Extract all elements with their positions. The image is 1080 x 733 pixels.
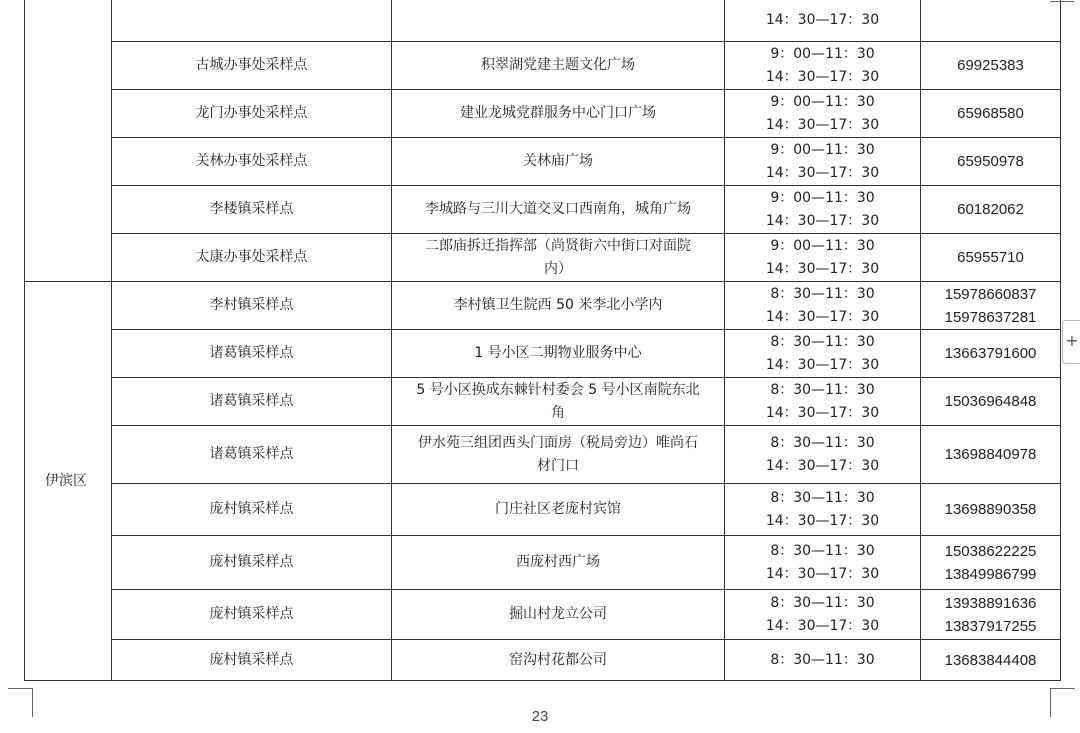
table-row — [25, 426, 1061, 484]
table-row — [25, 234, 1061, 282]
time-cell: 8：30—11：30 14：30—17：30 — [725, 330, 921, 378]
point-cell: 庞村镇采样点 — [112, 590, 392, 640]
address-cell: 关林庙广场 — [392, 138, 725, 186]
point-cell: 李楼镇采样点 — [112, 186, 392, 234]
address-cell: 窑沟村花都公司 — [392, 640, 725, 681]
phone-cell: 69925383 — [921, 42, 1061, 90]
phone-cell — [921, 0, 1061, 42]
table-row — [25, 186, 1061, 234]
time-cell: 8：30—11：30 14：30—17：30 — [725, 484, 921, 536]
district-cell-yibin: 伊滨区 — [25, 282, 112, 681]
time-cell: 8：30—11：30 14：30—17：30 — [725, 378, 921, 426]
phone-cell: 13663791600 — [921, 330, 1061, 378]
address-cell: 伊水苑三组团西头门面房（税局旁边）唯尚石 材门口 — [392, 426, 725, 484]
point-cell: 诸葛镇采样点 — [112, 426, 392, 484]
phone-cell: 65950978 — [921, 138, 1061, 186]
phone-cell: 13698890358 — [921, 484, 1061, 536]
table-row — [25, 282, 1061, 330]
phone-cell: 13683844408 — [921, 640, 1061, 681]
table-row — [25, 590, 1061, 640]
phone-cell: 15978660837 15978637281 — [921, 282, 1061, 330]
table-row — [25, 0, 1061, 42]
sampling-points-table — [24, 0, 1061, 681]
time-cell: 8：30—11：30 — [725, 640, 921, 681]
phone-cell: 13938891636 13837917255 — [921, 590, 1061, 640]
phone-cell: 65955710 — [921, 234, 1061, 282]
address-cell — [392, 0, 725, 42]
phone-cell: 15038622225 13849986799 — [921, 536, 1061, 590]
table-row — [25, 484, 1061, 536]
point-cell: 关林办事处采样点 — [112, 138, 392, 186]
address-cell: 李村镇卫生院西 50 米李北小学内 — [392, 282, 725, 330]
phone-cell: 13698840978 — [921, 426, 1061, 484]
table-row — [25, 378, 1061, 426]
phone-cell: 60182062 — [921, 186, 1061, 234]
crop-mark-top-right — [1050, 0, 1074, 2]
table-row — [25, 42, 1061, 90]
phone-cell: 65968580 — [921, 90, 1061, 138]
address-cell: 西庞村西广场 — [392, 536, 725, 590]
time-cell: 14：30—17：30 — [725, 0, 921, 42]
expand-plus-button[interactable]: + — [1062, 320, 1080, 364]
time-cell: 9：00—11：30 14：30—17：30 — [725, 42, 921, 90]
point-cell: 龙门办事处采样点 — [112, 90, 392, 138]
time-cell: 8：30—11：30 14：30—17：30 — [725, 426, 921, 484]
address-cell: 1 号小区二期物业服务中心 — [392, 330, 725, 378]
time-cell: 8：30—11：30 14：30—17：30 — [725, 536, 921, 590]
point-cell — [112, 0, 392, 42]
table-row — [25, 640, 1061, 681]
time-cell: 9：00—11：30 14：30—17：30 — [725, 90, 921, 138]
point-cell: 诸葛镇采样点 — [112, 330, 392, 378]
table-row — [25, 330, 1061, 378]
point-cell: 庞村镇采样点 — [112, 640, 392, 681]
table-row — [25, 90, 1061, 138]
address-cell: 建业龙城党群服务中心门口广场 — [392, 90, 725, 138]
point-cell: 太康办事处采样点 — [112, 234, 392, 282]
address-cell: 门庄社区老庞村宾馆 — [392, 484, 725, 536]
district-cell-upper — [25, 0, 112, 282]
point-cell: 庞村镇采样点 — [112, 536, 392, 590]
point-cell: 李村镇采样点 — [112, 282, 392, 330]
address-cell: 李城路与三川大道交叉口西南角，城角广场 — [392, 186, 725, 234]
address-cell: 二郎庙拆迁指挥部（尚贤街六中街口对面院 内） — [392, 234, 725, 282]
time-cell: 9：00—11：30 14：30—17：30 — [725, 138, 921, 186]
point-cell: 古城办事处采样点 — [112, 42, 392, 90]
time-cell: 9：00—11：30 14：30—17：30 — [725, 186, 921, 234]
address-cell: 掘山村龙立公司 — [392, 590, 725, 640]
address-cell: 5 号小区换成东棘针村委会 5 号小区南院东北 角 — [392, 378, 725, 426]
phone-cell: 15036964848 — [921, 378, 1061, 426]
time-cell: 8：30—11：30 14：30—17：30 — [725, 590, 921, 640]
table-row — [25, 536, 1061, 590]
point-cell: 庞村镇采样点 — [112, 484, 392, 536]
time-cell: 9：00—11：30 14：30—17：30 — [725, 234, 921, 282]
point-cell: 诸葛镇采样点 — [112, 378, 392, 426]
time-cell: 8：30—11：30 14：30—17：30 — [725, 282, 921, 330]
page-number: 23 — [531, 708, 549, 725]
address-cell: 积翠湖党建主题文化广场 — [392, 42, 725, 90]
table-row — [25, 138, 1061, 186]
